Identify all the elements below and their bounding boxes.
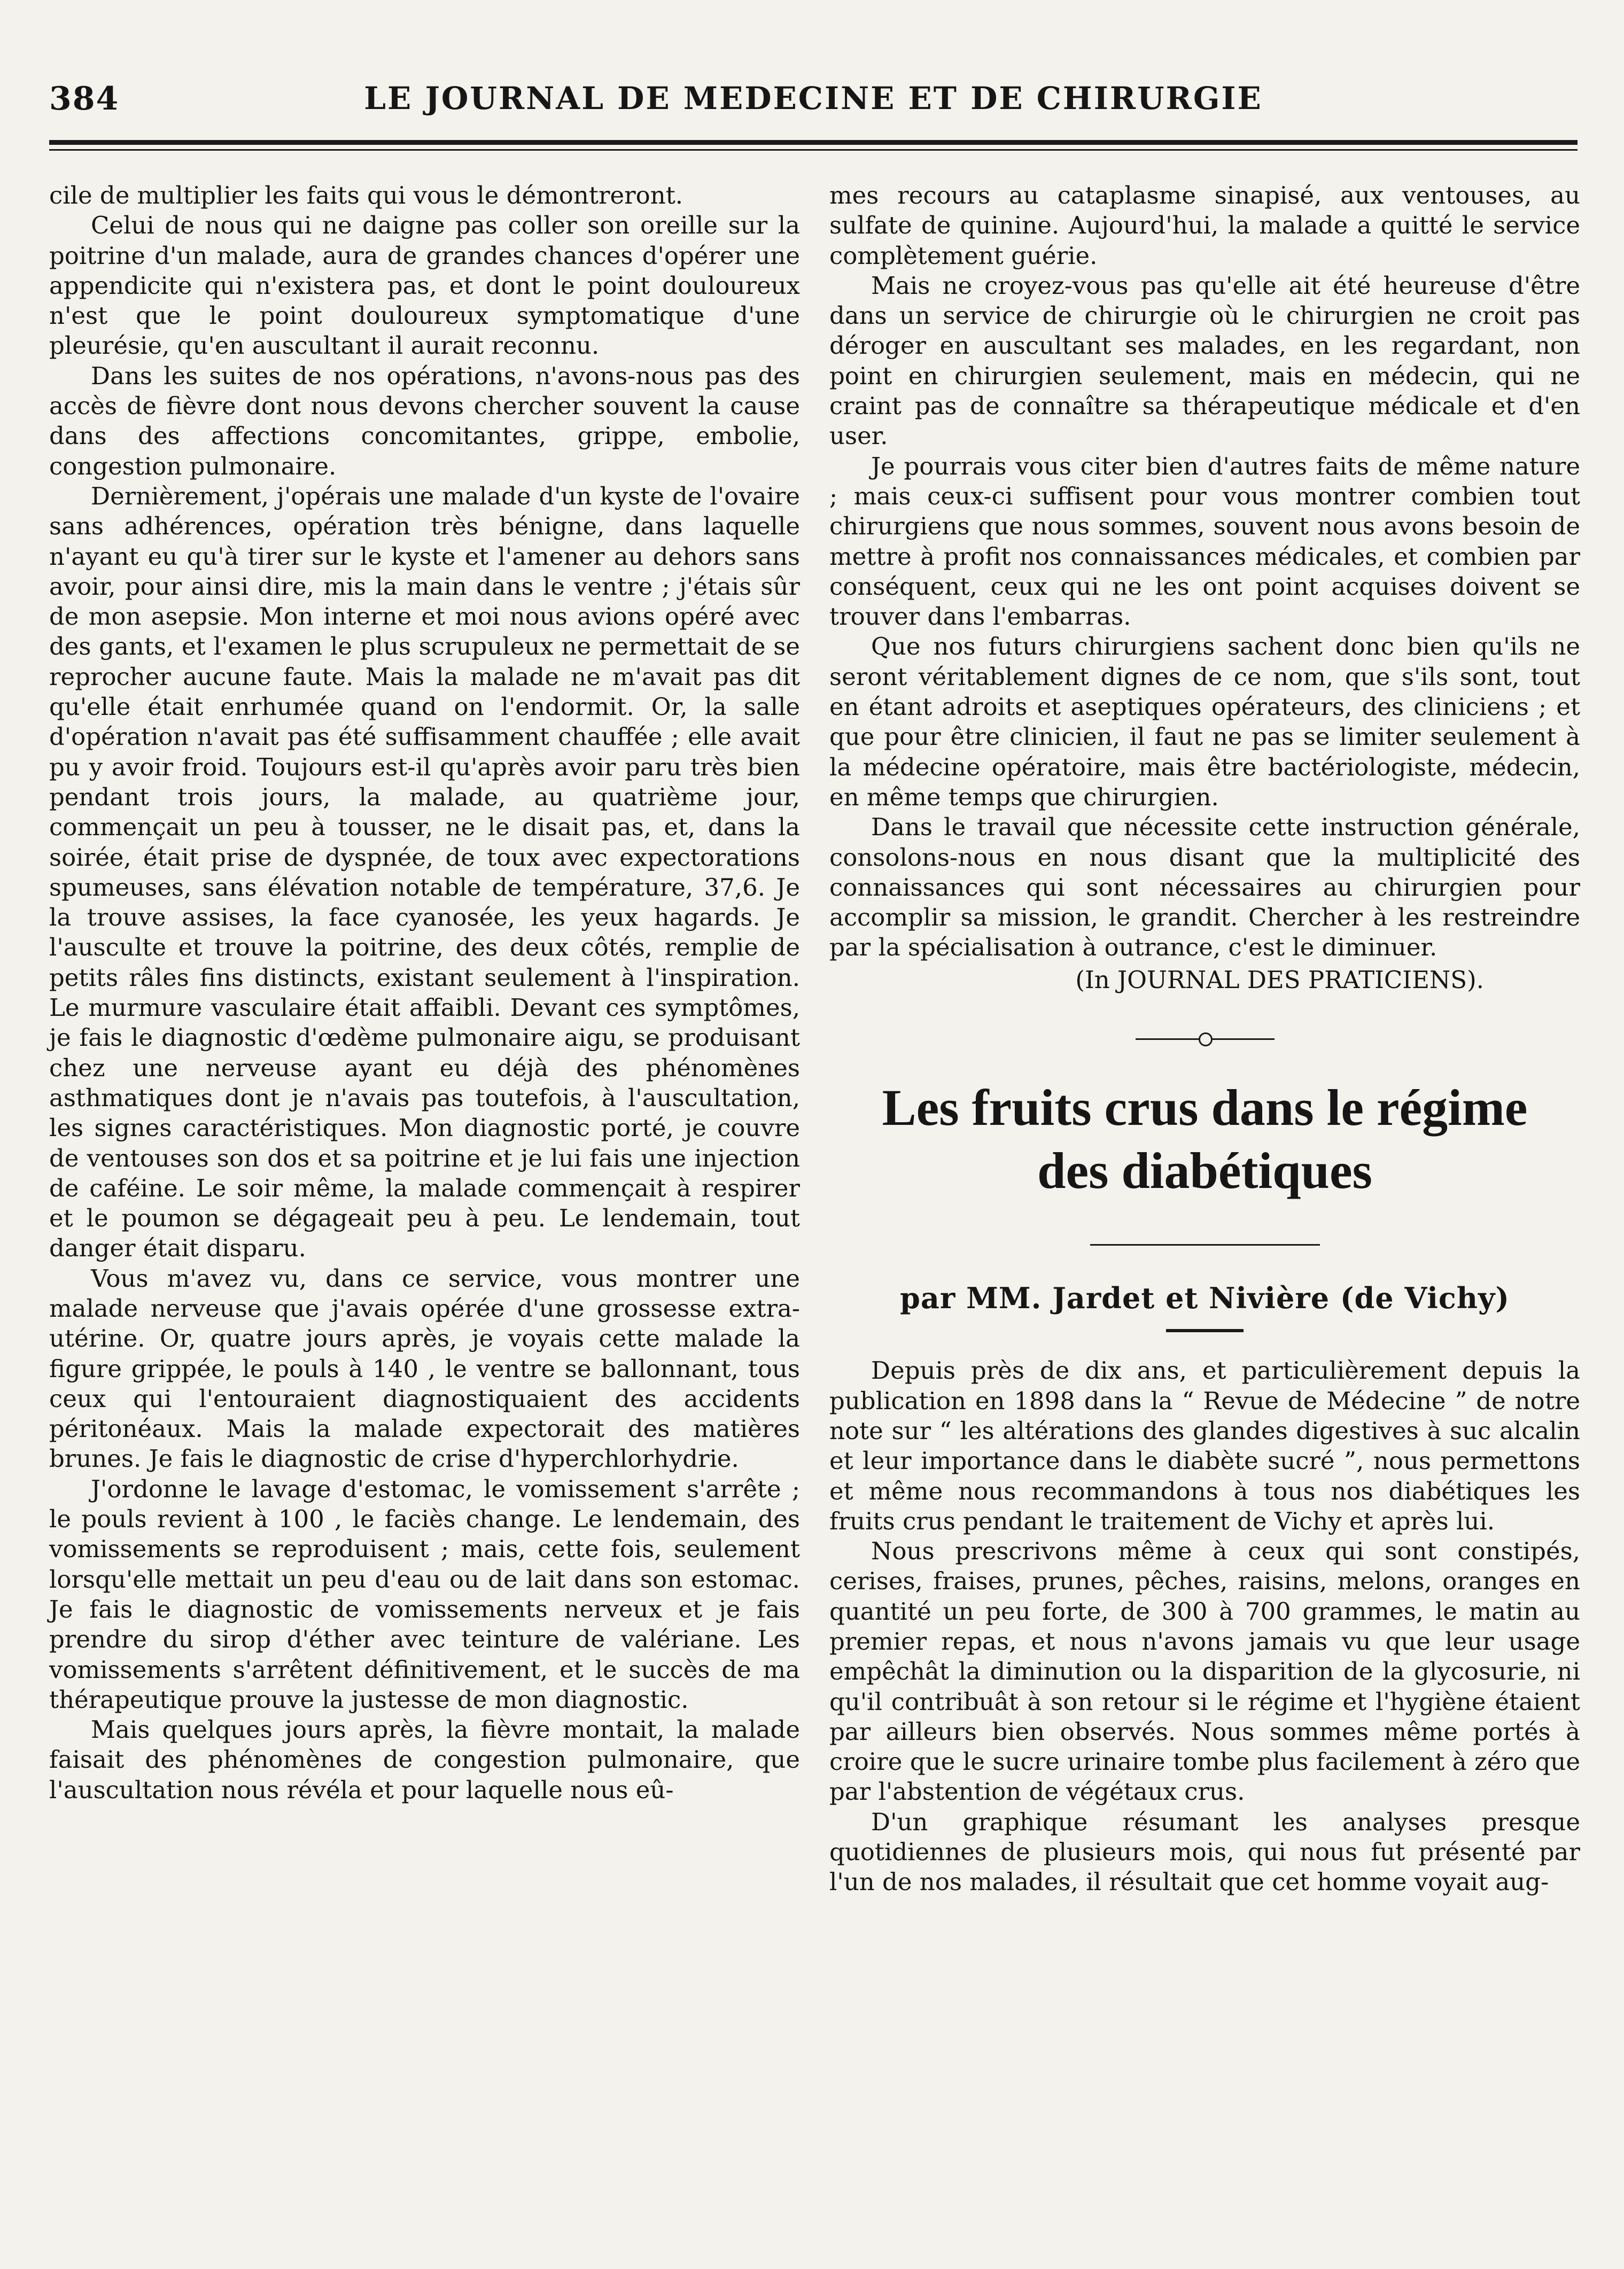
article-title-line-2: des diabétiques: [1037, 1142, 1372, 1200]
paragraph: Dans les suites de nos opérations, n'avons-nous pas des accès de fièvre dont nous devons chercher souvent la cause dans des affections concomitantes, grippe, embolie, congestion pulmonaire.: [49, 361, 800, 480]
paragraph: Dernièrement, j'opérais une malade d'un kyste de l'ovaire sans adhérences, opération très bénigne, dans laquelle n'ayant eu qu'à tirer sur le kyste et l'amener au dehors sans avoir, pour ainsi dire, mis la main dans le ventre ; j'étais sûr de mon asepsie. Mon interne et moi nous avions opéré avec des gants, et l'examen le plus scrupuleux ne permettait de se reprocher aucune faute. Mais la malade ne m'avait pas dit qu'elle était enrhumée quand on l'endormit. Or, la salle d'opération n'avait pas été suffisamment chauffée ; elle avait pu y avoir froid. Toujours est-il qu'après avoir paru très bien pendant trois jours, la malade, au quatrième jour, commençait un peu à tousser, ne le disait pas, et, dans la soirée, était prise de dyspnée, de toux avec expectorations spumeuses, sans élévation notable de température, 37,6. Je la trouve assises, la face cyanosée, les yeux hagards. Je l'ausculte et trouve la poitrine, des deux côtés, remplie de petits râles fins distincts, existant seulement à l'inspiration. Le murmure vasculaire était affaibli. Devant ces symptômes, je fais le diagnostic d'œdème pulmonaire aigu, se produisant chez une nerveuse ayant eu déjà des phénomènes asthmatiques dont je n'avais pas toutefois, à l'auscultation, les signes caractéristiques. Mon diagnostic porté, je couvre de ventouses son dos et sa poitrine et je lui fais une injection de caféine. Le soir même, la malade commençait à respirer et le poumon se dégageait peu à peu. Le lendemain, tout danger était disparu.: [49, 481, 800, 1263]
running-head: LE JOURNAL DE MEDECINE ET DE CHIRURGIE: [364, 80, 1263, 116]
paragraph: Nous prescrivons même à ceux qui sont constipés, cerises, fraises, prunes, pêches, raisins, melons, oranges en quantité un peu forte, de 300 à 700 grammes, le matin au premier repas, et nous n'avons jamais vu que leur usage empêchât la diminution ou la disparition de la glycosurie, ni qu'il contribuât à son retour si le régime et l'hygiène étaient par ailleurs bien observés. Nous sommes même portés à croire que le sucre urinaire tombe plus facilement à zéro que par l'abstention de végétaux crus.: [829, 1537, 1580, 1806]
article-title: [829, 1076, 1580, 1202]
source-citation: (In JOURNAL DES PRATICIENS).: [1075, 965, 1484, 994]
byline-rule: [1166, 1329, 1244, 1332]
paragraph: Mais quelques jours après, la fièvre montait, la malade faisait des phénomènes de congestion pulmonaire, que l'auscultation nous révéla et pour laquelle nous eû-: [49, 1715, 800, 1804]
header-rule-thin: [49, 149, 1578, 151]
header-rule-thick: [49, 140, 1578, 145]
paragraph: D'un graphique résumant les analyses presque quotidiennes de plusieurs mois, qui nous fut présenté par l'un de nos malades, il résultait que cet homme voyait aug-: [829, 1807, 1580, 1897]
article-title-line-1: Les fruits crus dans le régime: [882, 1079, 1528, 1137]
paragraph: cile de multiplier les faits qui vous le démontreront.: [49, 181, 683, 209]
section-separator: [1136, 1028, 1275, 1050]
page-header: [49, 80, 1578, 128]
paragraph: Depuis près de dix ans, et particulièrement depuis la publication en 1898 dans la “ Revue de Médecine ” de notre note sur “ les altérations des glandes digestives à suc alcalin et leur importance dans le diabète sucré ”, nous permettons et même nous recommandons à tous nos diabétiques les fruits crus pendant le traitement de Vichy et après lui.: [829, 1356, 1580, 1535]
left-column: [49, 181, 800, 2190]
paragraph: Dans le travail que nécessite cette instruction générale, consolons-nous en nous disant que la multiplicité des connaissances qui sont nécessaires au chirurgien pour accomplir sa mission, le grandit. Chercher à les restreindre par la spécialisation à outrance, c'est le diminuer.: [829, 813, 1580, 962]
paragraph: J'ordonne le lavage d'estomac, le vomissement s'arrête ; le pouls revient à 100 , le faciès change. Le lendemain, des vomissements se reproduisent ; mais, cette fois, seulement lorsqu'elle mettait un peu d'eau ou de lait dans son estomac. Je fais le diagnostic de vomissements nerveux et je fais prendre du sirop d'éther avec teinture de valériane. Les vomissements s'arrêtent définitivement, et le succès de ma thérapeutique prouve la justesse de mon diagnostic.: [49, 1474, 800, 1714]
paragraph: Je pourrais vous citer bien d'autres faits de même nature ; mais ceux-ci suffisent pour vous montrer combien tout chirurgiens que nous sommes, souvent nous avons besoin de mettre à profit nos connaissances médicales, et combien par conséquent, ceux qui ne les ont point acquises doivent se trouver dans l'embarras.: [829, 452, 1580, 631]
right-column: [829, 181, 1580, 2190]
paragraph: Celui de nous qui ne daigne pas coller son oreille sur la poitrine d'un malade, aura de grandes chances d'opérer une appendicite qui n'existera pas, et dont le point douloureux n'est que le point douloureux symptomatique d'une pleurésie, qu'en auscultant il aurait reconnu.: [49, 211, 800, 360]
paragraph: Mais ne croyez-vous pas qu'elle ait été heureuse d'être dans un service de chirurgie où le chirurgien ne croit pas déroger en auscultant ses malades, en les regardant, non point en chirurgien seulement, mais en médecin, qui ne craint pas de connaître sa thérapeutique médicale et d'en user.: [829, 271, 1580, 450]
paragraph: Que nos futurs chirurgiens sachent donc bien qu'ils ne seront véritablement dignes de ce nom, que s'ils sont, tout en étant adroits et aseptiques opérateurs, des cliniciens ; et que pour être clinicien, il faut ne pas se limiter seulement à la médecine opératoire, mais être bactériologiste, médecin, en même temps que chirurgien.: [829, 632, 1580, 811]
paragraph: Vous m'avez vu, dans ce service, vous montrer une malade nerveuse que j'avais opérée d'une grossesse extra-utérine. Or, quatre jours après, je voyais cette malade la figure grippée, le pouls à 140 , le ventre se ballonnant, tous ceux qui l'entouraient diagnostiquaient des accidents péritonéaux. Mais la malade expectorait des matières brunes. Je fais le diagnostic de crise d'hyperchlorhydrie.: [49, 1264, 800, 1473]
paragraph: mes recours au cataplasme sinapisé, aux ventouses, au sulfate de quinine. Aujourd'hui, la malade a quitté le service complètement guérie.: [829, 181, 1580, 270]
page-number: 384: [49, 80, 120, 118]
separator-circle-icon: [1199, 1032, 1213, 1046]
title-rule: [1090, 1244, 1320, 1246]
article-byline: par MM. Jardet et Nivière (de Vichy): [900, 1281, 1510, 1316]
